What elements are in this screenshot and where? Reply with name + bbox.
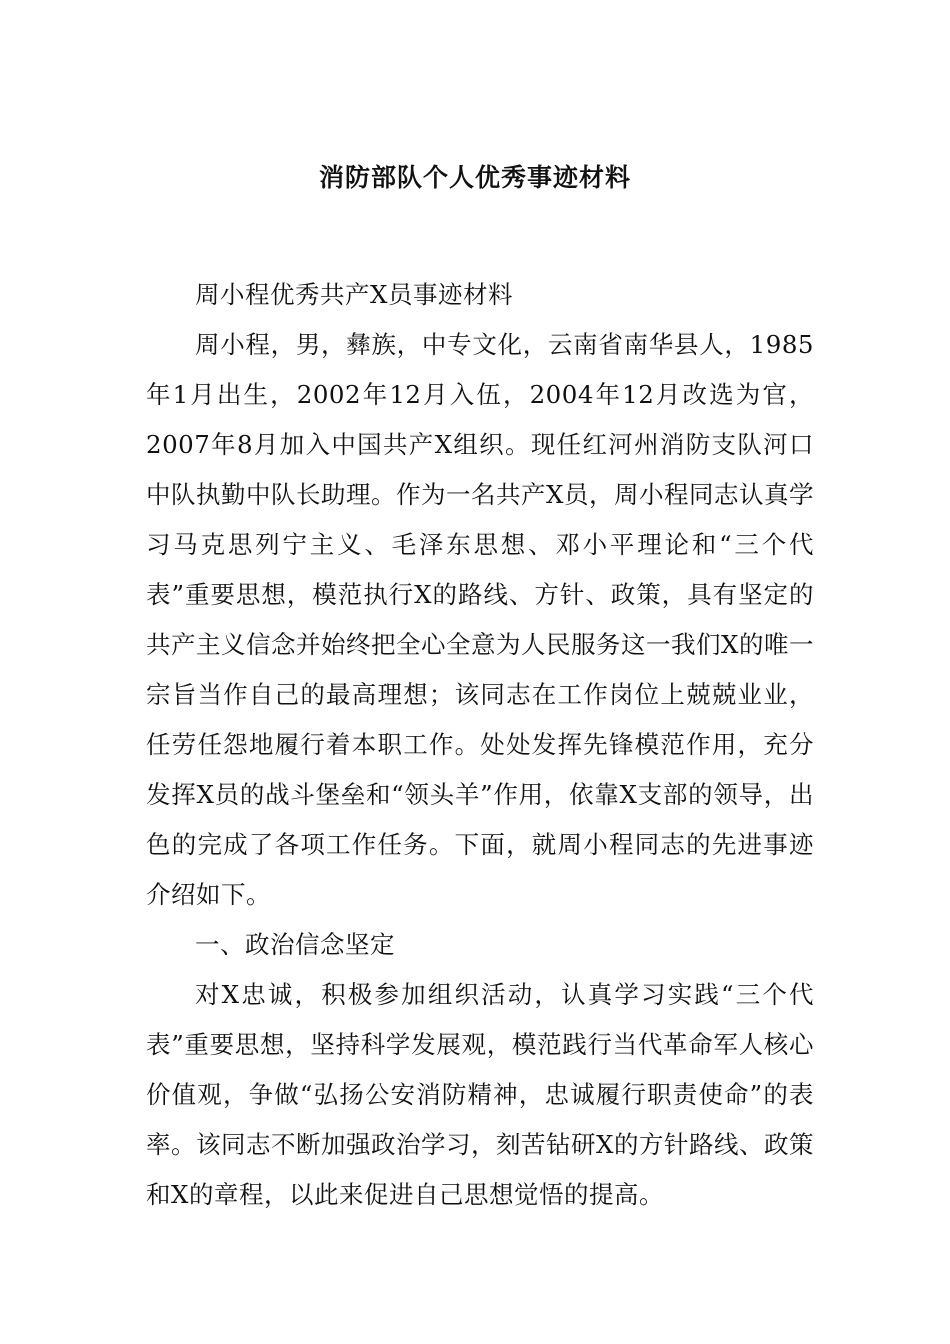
document-title: 消防部队个人优秀事迹材料 — [318, 163, 631, 192]
body-paragraph: 对X忠诚，积极参加组织活动，认真学习实践“三个代表”重要思想，坚持科学发展观，模范践行当代革命军人核心价值观，争做“弘扬公安消防精神，忠诚履行职责使命”的表率。该同志不断加强政治学习，刻苦钻研X的方针路线、政策和X的章程，以此来促进自己思想觉悟的提高。 — [146, 980, 814, 1209]
subtitle-paragraph: 周小程优秀共产X员事迹材料 — [195, 280, 513, 309]
section-heading: 一、政治信念坚定 — [195, 930, 395, 959]
body-paragraph: 周小程，男，彝族，中专文化，云南省南华县人，1985年1月出生，2002年12月入伍，2004年12月改选为官，2007年8月加入中国共产X组织。现任红河州消防支队河口中队执勤中队长助理。作为一名共产X员，周小程同志认真学习马克思列宁主义、毛泽东思想、邓小平理论和“三个代表”重要思想，模范执行X的路线、方针、政策，具有坚定的共产主义信念并始终把全心全意为人民服务这一我们X的唯一宗旨当作自己的最高理想；该同志在工作岗位上兢兢业业，任劳任怨地履行着本职工作。处处发挥先锋模范作用，充分发挥X员的战斗堡垒和“领头羊”作用，依靠X支部的领导，出色的完成了各项工作任务。下面，就周小程同志的先进事迹介绍如下。 — [146, 330, 814, 909]
document-body — [146, 270, 814, 1220]
